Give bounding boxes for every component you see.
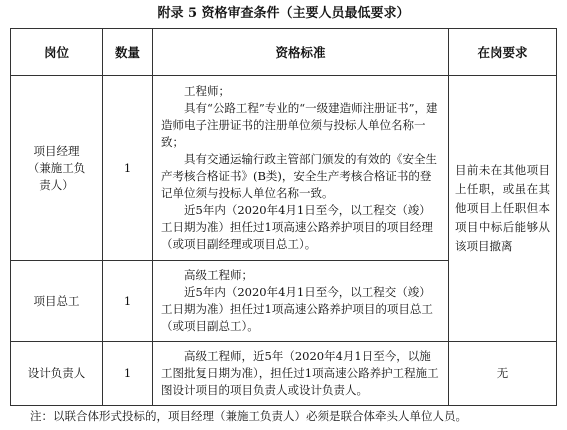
quantity-cell: 1 bbox=[103, 76, 153, 261]
criteria-text: 近5年内（2020年4月1日至今，以工程交（竣）工日期为准）担任过1项高速公路养护项目的项目总工（或项目副总工）。 bbox=[161, 285, 433, 333]
qualification-table bbox=[10, 28, 557, 406]
header-position: 岗位 bbox=[11, 29, 103, 76]
criteria-cell bbox=[153, 76, 449, 261]
criteria-cell bbox=[153, 261, 449, 342]
position-cell bbox=[11, 76, 103, 261]
appendix-title: 附录 5 资格审查条件（主要人员最低要求） bbox=[157, 6, 410, 21]
quantity-cell: 1 bbox=[103, 261, 153, 342]
header-requirement: 在岗要求 bbox=[449, 29, 557, 76]
criteria-text: 高级工程师； bbox=[184, 268, 253, 282]
header-criteria: 资格标准 bbox=[153, 29, 449, 76]
position-cell bbox=[11, 261, 103, 342]
position-cell bbox=[11, 342, 103, 406]
position-label: 责人） bbox=[39, 177, 74, 192]
position-label: 设计负责人 bbox=[27, 366, 86, 380]
table-row bbox=[11, 76, 557, 261]
criteria-text: 具有交通运输行政主管部门颁发的有效的《安全生产考核合格证书》(B类)，安全生产考核合格证书的登记单位须与投标人单位名称一致。 bbox=[161, 152, 437, 200]
position-label: （兼施工负 bbox=[27, 160, 86, 175]
quantity-cell: 1 bbox=[103, 342, 153, 406]
criteria-text: 近5年内（2020年4月1日至今，以工程交（竣）工日期为准）担任过1项高速公路养护项目的项目经理（或项目副经理或项目总工）。 bbox=[161, 203, 433, 251]
footnote: 注：以联合体形式投标的，项目经理（兼施工负责人）必须是联合体牵头人单位人员。 bbox=[30, 409, 467, 423]
criteria-text: 具有“公路工程”专业的“一级建造师注册证书”，建造师电子注册证书的注册单位须与投标人单位名称一致； bbox=[161, 101, 438, 149]
header-quantity: 数量 bbox=[103, 29, 153, 76]
position-label: 项目总工 bbox=[33, 293, 80, 308]
position-label: 项目经理 bbox=[33, 143, 80, 158]
requirement-cell: 无 bbox=[449, 342, 557, 406]
criteria-text: 工程师； bbox=[184, 84, 230, 98]
requirement-cell: 目前未在其他项目上任职，或虽在其他项目上任职但本项目中标后能够从该项目撤离 bbox=[449, 76, 557, 342]
table-header-row bbox=[11, 29, 557, 76]
criteria-text: 高级工程师，近5年（2020年4月1日至今，以施工图批复日期为准），担任过1项高速公路养护工程施工图设计项目的项目负责人或设计负责人。 bbox=[161, 349, 439, 397]
criteria-cell bbox=[153, 342, 449, 406]
table-row bbox=[11, 342, 557, 406]
